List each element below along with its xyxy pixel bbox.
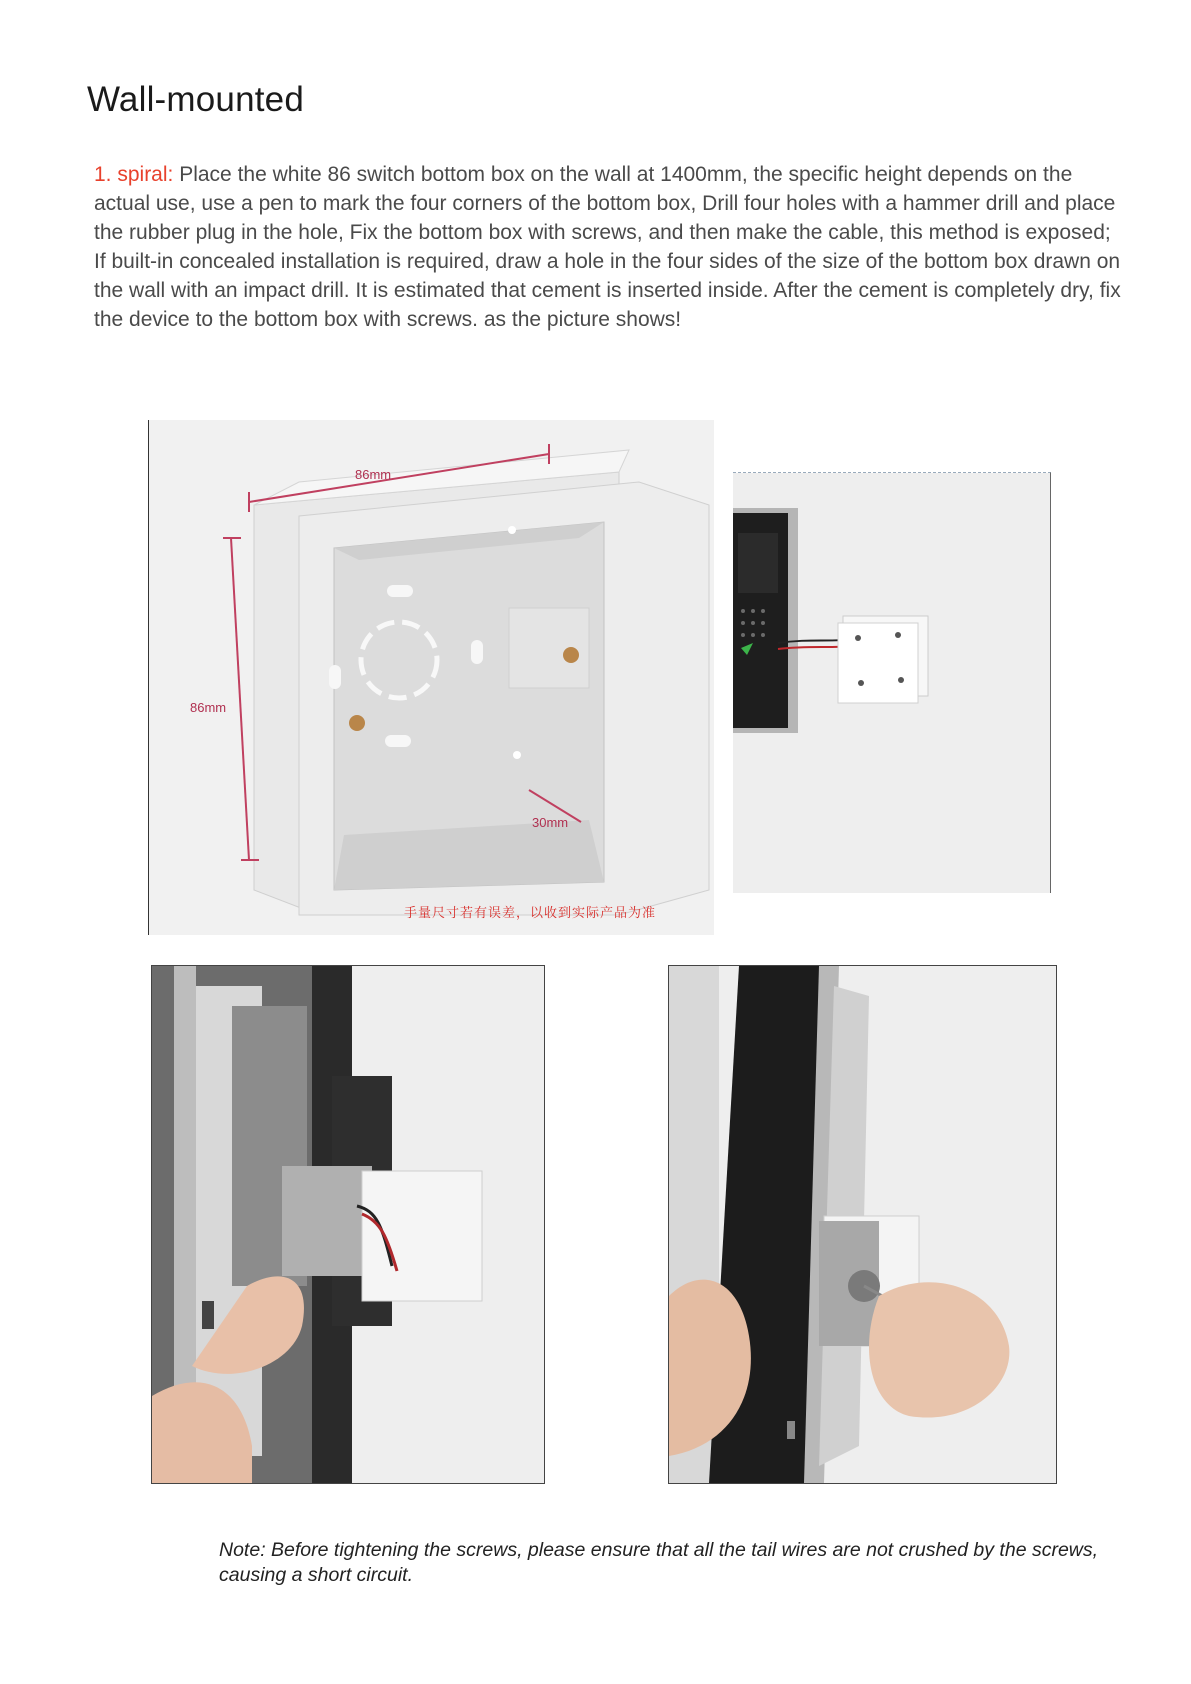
bottom-box-photo — [148, 420, 714, 935]
intro-paragraph — [94, 160, 1124, 334]
intro-body: Place the white 86 switch bottom box on the wall at 1400mm, the specific height depends on the actual use, use a pen to mark the four corners of the bottom box, Drill four holes with a hammer drill and place the rubber plug in the hole, Fix the bottom box with screws, and then make the cable, this method is exposed; If built-in concealed installation is required, draw a hole in the four sides of the size of the bottom box drawn on the wall with an impact drill. It is estimated that cement is inserted inside. After the cement is completely dry, fix the device to the bottom box with screws. as the picture shows! — [94, 163, 1121, 331]
dimension-height-label: 86mm — [190, 700, 227, 715]
note-text: Note: Before tightening the screws, please ensure that all the tail wires are not crushed by the screws, causing a short circuit. — [219, 1539, 1099, 1586]
dimension-width-label: 86mm — [355, 467, 392, 482]
mounted-box-illustration — [733, 473, 1050, 893]
attach-device-illustration — [152, 966, 544, 1483]
page-title: Wall-mounted — [87, 80, 305, 119]
bottom-box-illustration — [149, 420, 714, 935]
dimension-depth-label: 30mm — [532, 815, 569, 830]
photo-caption: 手量尺寸若有误差，以收到实际产品为准 — [404, 905, 657, 920]
mounted-box-photo — [733, 472, 1051, 893]
intro-lead: 1. spiral: — [94, 163, 174, 186]
attach-device-photo — [151, 965, 545, 1484]
tighten-screws-photo — [668, 965, 1057, 1484]
tighten-screws-illustration — [669, 966, 1056, 1483]
